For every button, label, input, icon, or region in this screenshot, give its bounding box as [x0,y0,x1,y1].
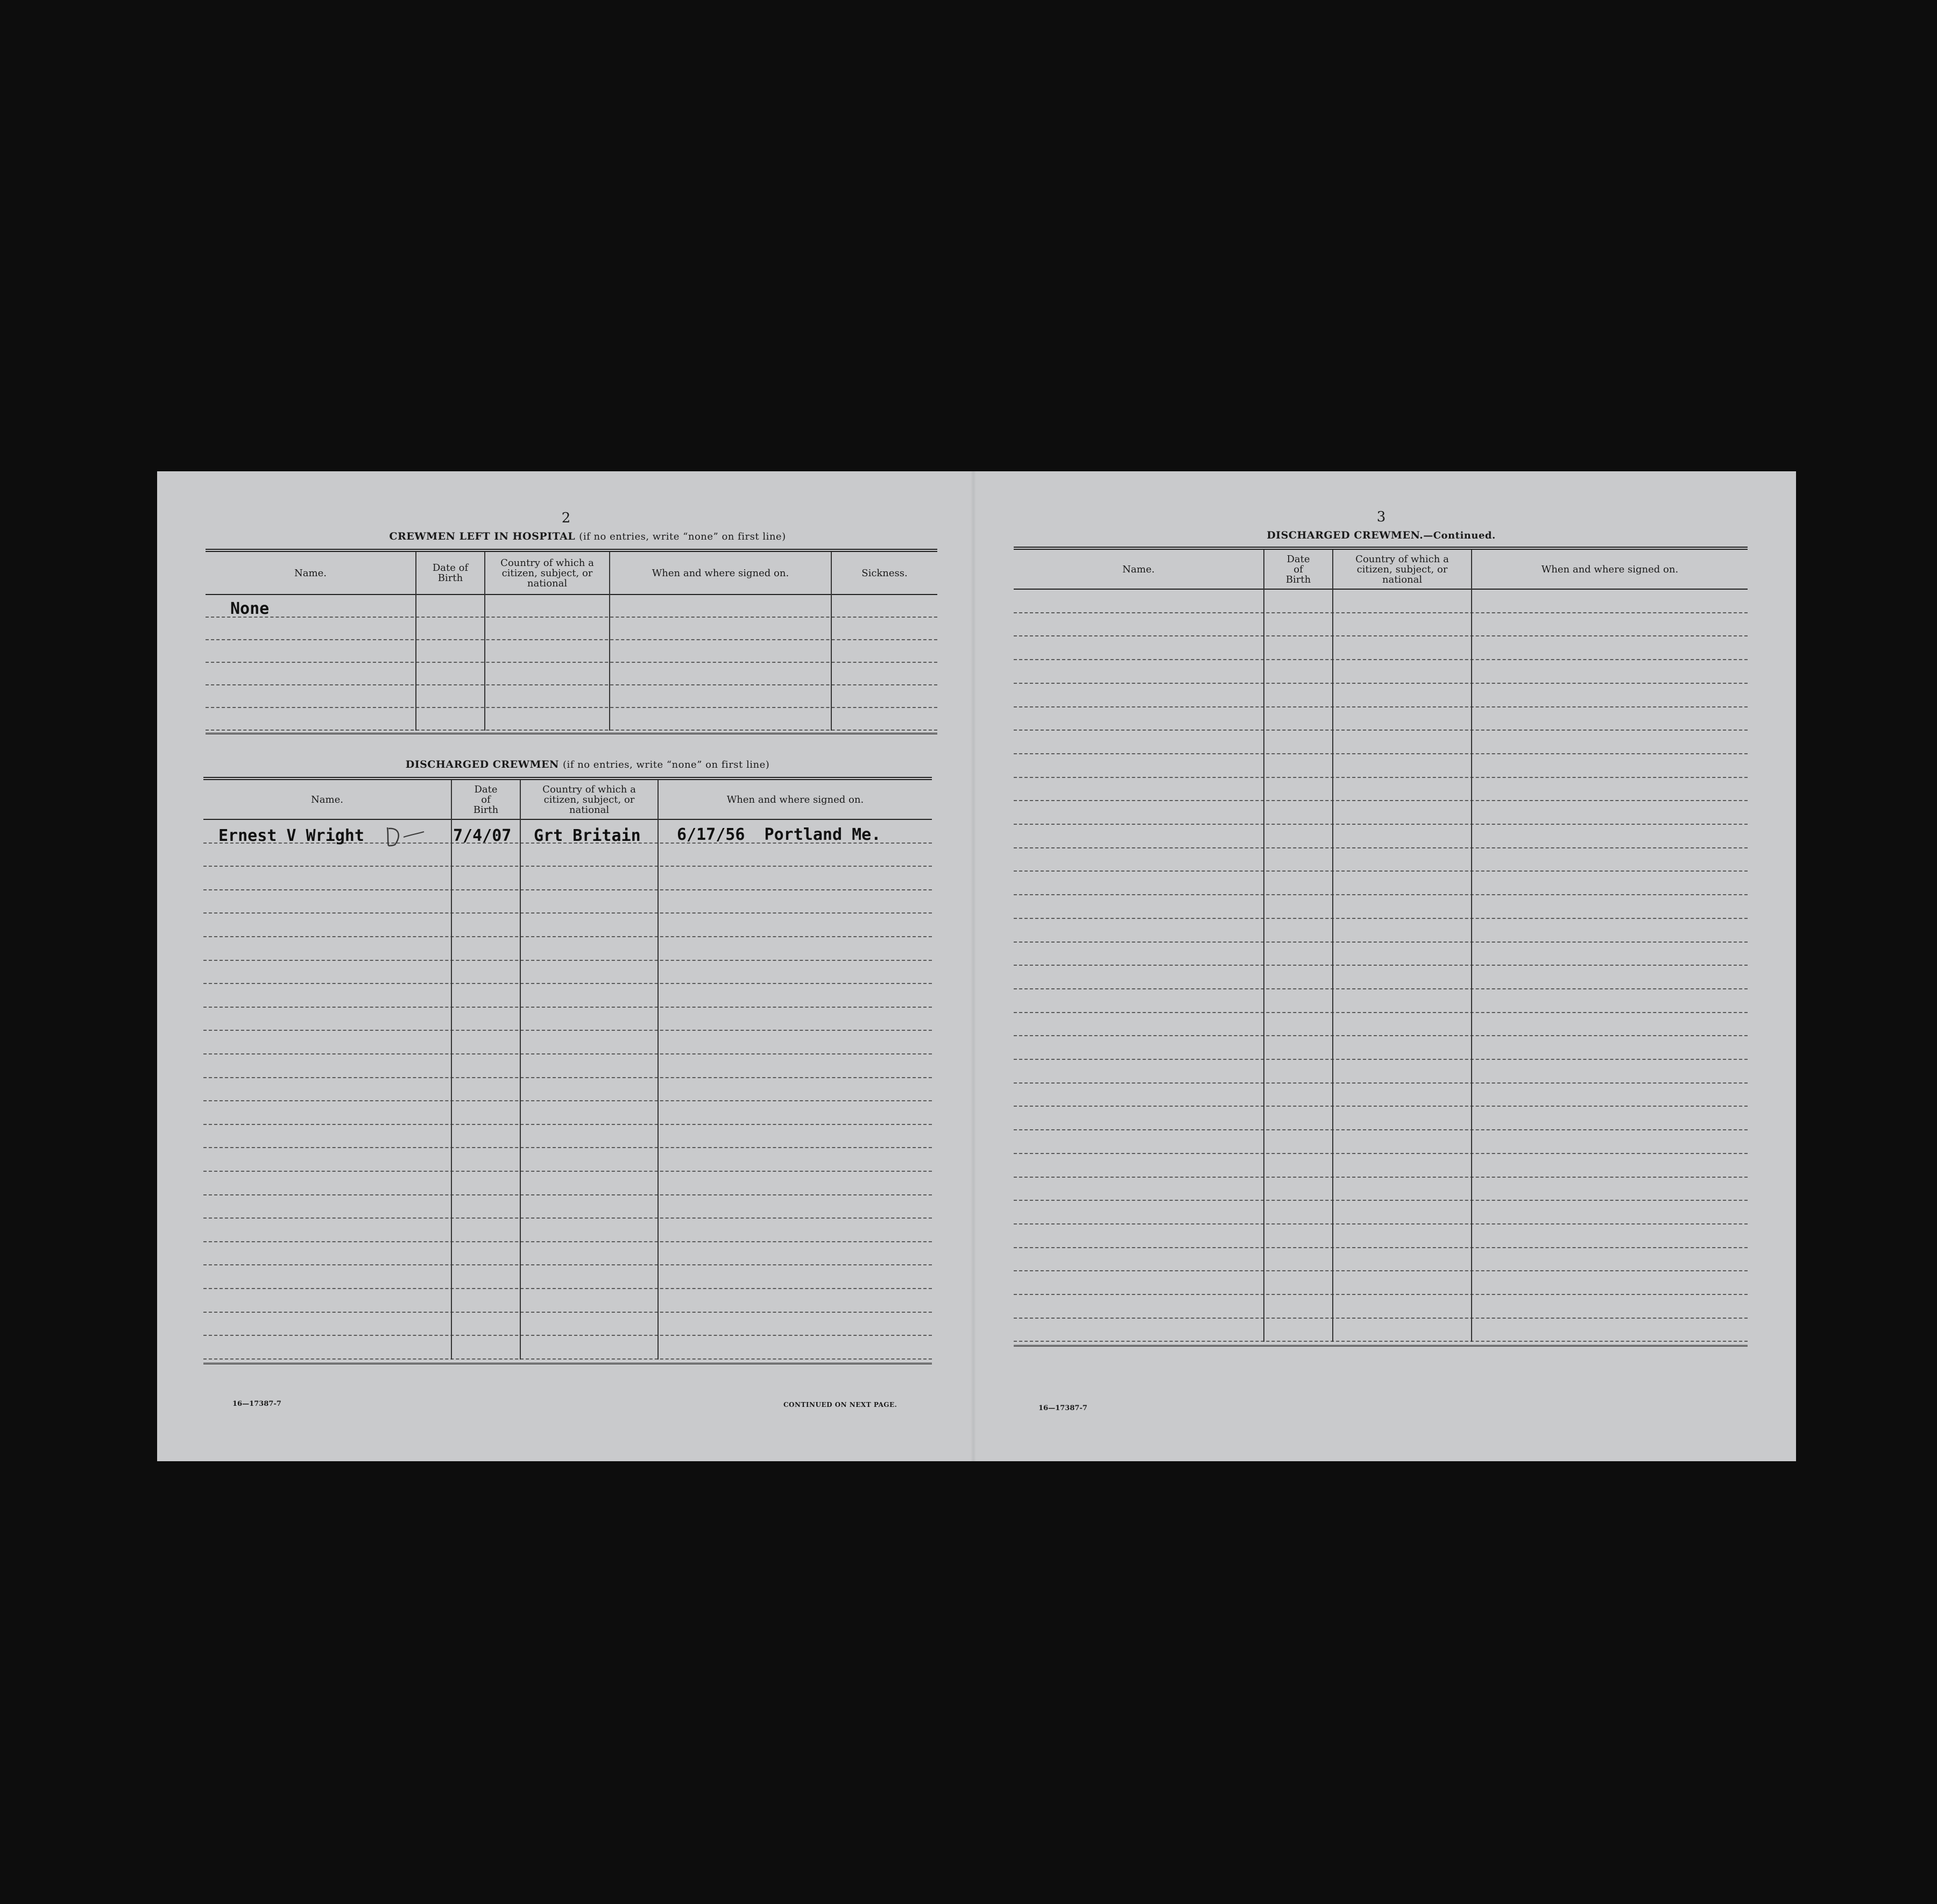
ruled-line [203,1288,932,1289]
table-header [1014,550,1748,590]
col-header-name: Name. [311,794,343,805]
ruled-line [1014,1200,1748,1201]
ruled-line [1014,965,1748,966]
ruled-line [1014,777,1748,778]
ruled-line [1014,1294,1748,1295]
table-header [203,780,932,820]
col-header-name: Name. [294,567,327,579]
col-header-dob: Date of Birth [473,783,499,816]
ruled-line [1014,612,1748,613]
hospital-title-text: CREWMEN LEFT IN HOSPITAL [389,530,576,542]
ruled-line [1014,918,1748,919]
discharged-continued-table [1014,547,1748,1336]
right-title-suffix: —Continued. [1423,530,1496,541]
column-divider [520,780,521,1360]
form-code: 16—17387-7 [1038,1404,1087,1412]
ruled-line [203,1100,932,1101]
ruled-line [1014,659,1748,660]
ruled-line [203,1007,932,1008]
col-header-name: Name. [1122,563,1155,575]
table-bottom-rule [206,733,937,734]
ruled-line [1014,635,1748,636]
ruled-line [203,1053,932,1054]
ruled-line [206,639,937,640]
ruled-line [206,617,937,618]
col-header-sickness: Sickness. [861,567,908,579]
column-divider [609,552,610,731]
ruled-line [203,1312,932,1313]
ruled-line [1014,800,1748,801]
column-divider [658,780,659,1360]
discharged-table [203,777,932,1326]
ruled-line [203,1147,932,1148]
hospital-table [206,549,937,676]
ruled-line [203,936,932,937]
ruled-line [1014,1153,1748,1154]
right-section-title [999,529,1763,541]
ruled-line [1014,847,1748,848]
ruled-line [203,912,932,914]
column-divider [484,552,485,731]
column-divider [1332,550,1333,1342]
ruled-line [203,1358,932,1360]
ruled-line [1014,824,1748,825]
ruled-line [1014,1247,1748,1248]
ruled-line [206,730,937,731]
ruled-line [1014,1318,1748,1319]
hospital-entry-name: None [230,599,270,618]
ruled-line [203,960,932,961]
ruled-line [1014,988,1748,989]
ruled-line [1014,894,1748,895]
ruled-line [203,1218,932,1219]
handwritten-mark [383,824,426,848]
ruled-line [1014,1177,1748,1178]
ruled-line [1014,683,1748,684]
ruled-line [1014,1035,1748,1036]
ruled-line [203,889,932,890]
ruled-line [203,1077,932,1078]
col-header-signed-on: When and where signed on. [726,794,864,805]
discharged-entry-signed-on: 6/17/56 Portland Me. [677,825,881,844]
col-header-signed-on: When and where signed on. [1541,563,1679,575]
ruled-line [203,1124,932,1125]
table-bottom-rule [1014,1345,1748,1347]
right-title-text: DISCHARGED CREWMEN. [1267,529,1424,541]
column-divider [831,552,832,731]
col-header-country: Country of which a citizen, subject, or national [542,783,636,816]
ruled-line [1014,1106,1748,1107]
ruled-line [1014,942,1748,943]
ruled-line [1014,1223,1748,1224]
ruled-line [1014,870,1748,872]
ruled-line [203,1241,932,1242]
column-divider [1471,550,1472,1342]
col-header-dob: Date of Birth [1285,553,1311,585]
discharged-title-text: DISCHARGED CREWMEN [405,759,559,770]
hospital-instruction: (if no entries, write “none” on first line) [579,531,786,542]
ruled-line [203,866,932,867]
ruled-line [1014,730,1748,731]
discharged-instruction: (if no entries, write “none” on first line) [562,759,770,770]
ruled-line [203,983,932,984]
discharged-entry-name: Ernest V Wright [218,826,364,845]
ruled-line [203,1335,932,1336]
ruled-line [206,684,937,685]
ruled-line [1014,1012,1748,1013]
form-code: 16—17387-7 [232,1400,281,1408]
ruled-line [203,1264,932,1265]
ruled-line [1014,1082,1748,1084]
ruled-line [1014,753,1748,754]
col-header-signed-on: When and where signed on. [652,567,789,579]
ruled-line [206,707,937,708]
ledger-sheet [157,471,1796,1461]
right-page [975,471,1796,1461]
discharged-entry-country: Grt Britain [534,826,641,845]
page-number: 3 [1376,509,1386,525]
table-header [206,552,937,595]
ruled-line [1014,1341,1748,1342]
ruled-line [1014,706,1748,707]
ruled-line [1014,1270,1748,1271]
ruled-line [1014,1129,1748,1130]
continued-note: CONTINUED ON NEXT PAGE. [783,1401,897,1408]
hospital-section-title [206,530,970,542]
col-header-country: Country of which a citizen, subject, or national [1355,553,1449,585]
ruled-line [206,662,937,663]
page-number: 2 [561,510,571,526]
column-divider [415,552,416,731]
column-divider [1263,550,1264,1342]
discharged-entry-dob: 7/4/07 [453,826,512,845]
table-bottom-rule [203,1363,932,1364]
ruled-line [1014,1059,1748,1060]
col-header-country: Country of which a citizen, subject, or national [500,557,594,589]
ruled-line [203,1171,932,1172]
ruled-line [203,1030,932,1031]
column-divider [451,780,452,1360]
ruled-line [203,1194,932,1195]
discharged-section-title [206,759,970,770]
left-page [157,471,975,1461]
col-header-dob: Date of Birth [432,562,469,584]
